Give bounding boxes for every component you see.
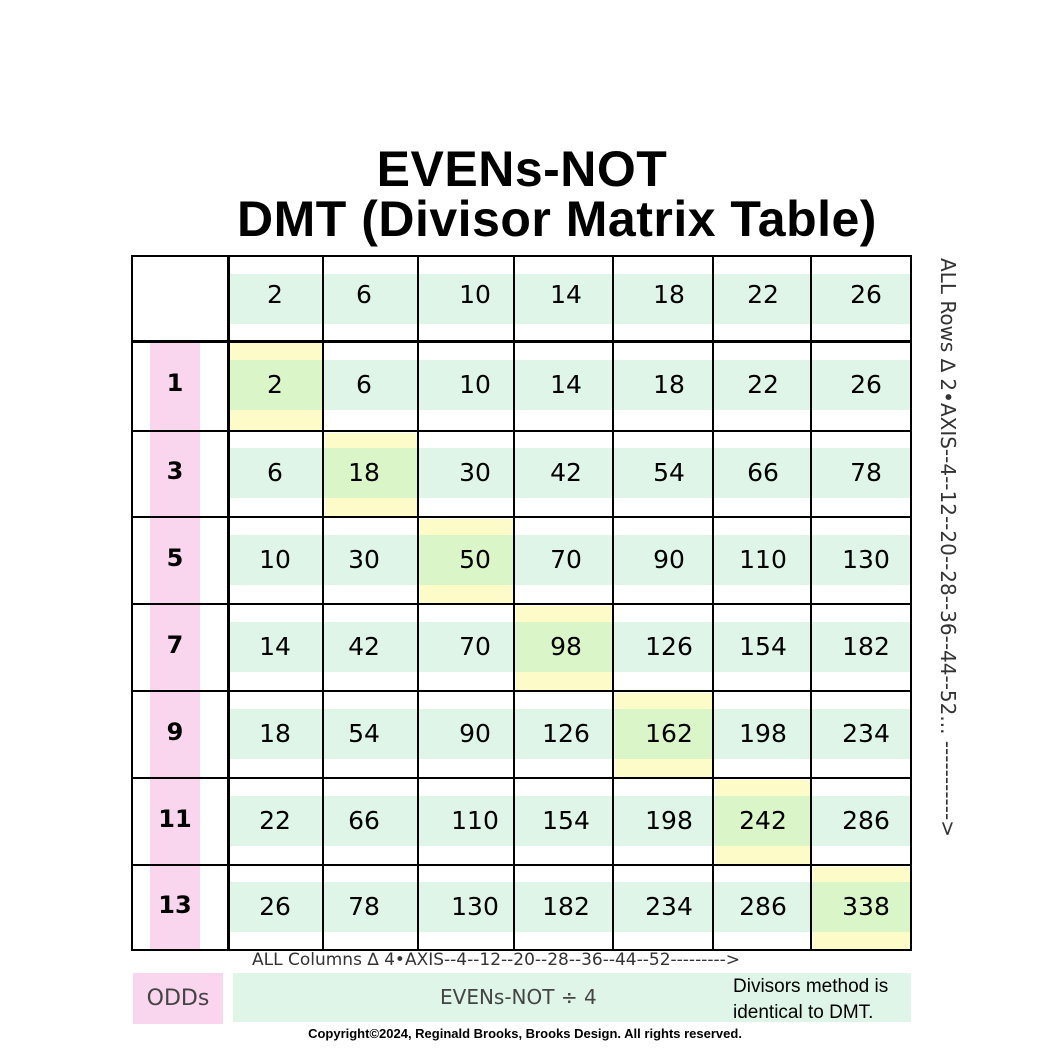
matrix-cell: 90 [459, 718, 491, 748]
grid-line-vertical [612, 255, 614, 951]
matrix-cell: 234 [645, 892, 693, 921]
grid-line-vertical [227, 255, 230, 951]
matrix-cell: 130 [451, 892, 499, 921]
row-header: 9 [166, 717, 184, 746]
grid-line-vertical [712, 255, 714, 951]
evens-legend-label: EVENs-NOT ÷ 4 [440, 985, 597, 1009]
matrix-cell: 54 [653, 458, 685, 487]
matrix-cell: 90 [653, 544, 685, 574]
grid-line-horizontal [131, 864, 912, 866]
row-header: 11 [158, 804, 192, 833]
matrix-cell: 126 [542, 718, 590, 748]
row-header: 7 [166, 630, 184, 659]
matrix-cell: 6 [267, 458, 283, 487]
grid-line-horizontal [131, 603, 912, 605]
matrix-cell: 98 [550, 631, 582, 661]
matrix-cell: 198 [645, 805, 693, 835]
matrix-cell: 242 [739, 805, 787, 835]
matrix-cell: 26 [850, 370, 882, 399]
matrix-cell: 110 [451, 805, 499, 835]
row-axis-label: ALL Rows ∆ 2•AXIS--4--12--20--28--36--44--52... -----------> [936, 258, 960, 837]
grid-line-horizontal [131, 255, 912, 257]
matrix-cell: 30 [348, 544, 380, 574]
matrix-cell: 154 [739, 631, 787, 661]
matrix-cell: 338 [842, 892, 890, 921]
grid-line-vertical [810, 255, 812, 951]
column-header: 14 [550, 280, 582, 309]
matrix-cell: 18 [348, 458, 380, 487]
copyright: Copyright©2024, Reginald Brooks, Brooks Design. All rights reserved. [308, 1026, 742, 1041]
matrix-cell: 18 [653, 370, 685, 399]
grid-line-vertical [417, 255, 419, 951]
matrix-cell: 50 [459, 544, 491, 574]
matrix-cell: 66 [747, 458, 779, 487]
matrix-cell: 66 [348, 805, 380, 835]
column-header: 6 [356, 280, 372, 309]
column-header: 18 [653, 280, 685, 309]
matrix-cell: 22 [747, 370, 779, 399]
matrix-cell: 286 [739, 892, 787, 921]
matrix-cell: 18 [259, 718, 291, 748]
matrix-cell: 10 [459, 370, 491, 399]
matrix-cell: 154 [542, 805, 590, 835]
matrix-cell: 54 [348, 718, 380, 748]
column-header: 26 [850, 280, 882, 309]
matrix-cell: 182 [842, 631, 890, 661]
title-line-1: EVENs-NOT [376, 141, 668, 197]
matrix-cell: 70 [459, 631, 491, 661]
column-header: 22 [747, 280, 779, 309]
grid-line-vertical [513, 255, 515, 951]
matrix-cell: 42 [348, 631, 380, 661]
matrix-cell: 162 [645, 718, 693, 748]
matrix-cell: 126 [645, 631, 693, 661]
method-note: Divisors method is identical to DMT. [733, 976, 889, 1023]
row-header: 13 [158, 891, 192, 919]
grid-line-horizontal [131, 690, 912, 692]
matrix-cell: 198 [739, 718, 787, 748]
grid-line-horizontal [131, 430, 912, 432]
matrix-cell: 26 [259, 892, 291, 921]
grid-line-horizontal [131, 777, 912, 779]
grid-line-horizontal [131, 340, 912, 343]
matrix-cell: 130 [842, 544, 890, 574]
odds-legend: ODDs [133, 973, 223, 1024]
matrix-cell: 110 [739, 544, 787, 574]
grid-line-vertical [131, 255, 133, 951]
title-line-2: DMT (Divisor Matrix Table) [237, 191, 877, 247]
matrix-cell: 286 [842, 805, 890, 835]
matrix-cell: 22 [259, 805, 291, 835]
matrix-cell: 30 [459, 458, 491, 487]
matrix-cell: 14 [259, 631, 291, 661]
column-header: 2 [267, 280, 283, 309]
matrix-cell: 182 [542, 892, 590, 921]
row-header: 3 [166, 457, 184, 485]
column-header: 10 [459, 280, 491, 309]
matrix-cell: 2 [267, 370, 283, 399]
matrix-cell: 234 [842, 718, 890, 748]
matrix-cell: 42 [550, 458, 582, 487]
matrix-cell: 78 [348, 892, 380, 921]
matrix-cell: 6 [356, 370, 372, 399]
grid-line-horizontal [131, 516, 912, 518]
grid-line-vertical [322, 255, 324, 951]
matrix-cell: 70 [550, 544, 582, 574]
matrix-cell: 10 [259, 544, 291, 574]
row-header: 1 [166, 369, 184, 397]
matrix-cell: 14 [550, 370, 582, 399]
column-axis-label: ALL Columns ∆ 4•AXIS--4--12--20--28--36--44--52---------> [252, 950, 740, 970]
row-header: 5 [166, 543, 184, 572]
matrix-cell: 78 [850, 458, 882, 487]
grid-line-vertical [910, 255, 912, 951]
